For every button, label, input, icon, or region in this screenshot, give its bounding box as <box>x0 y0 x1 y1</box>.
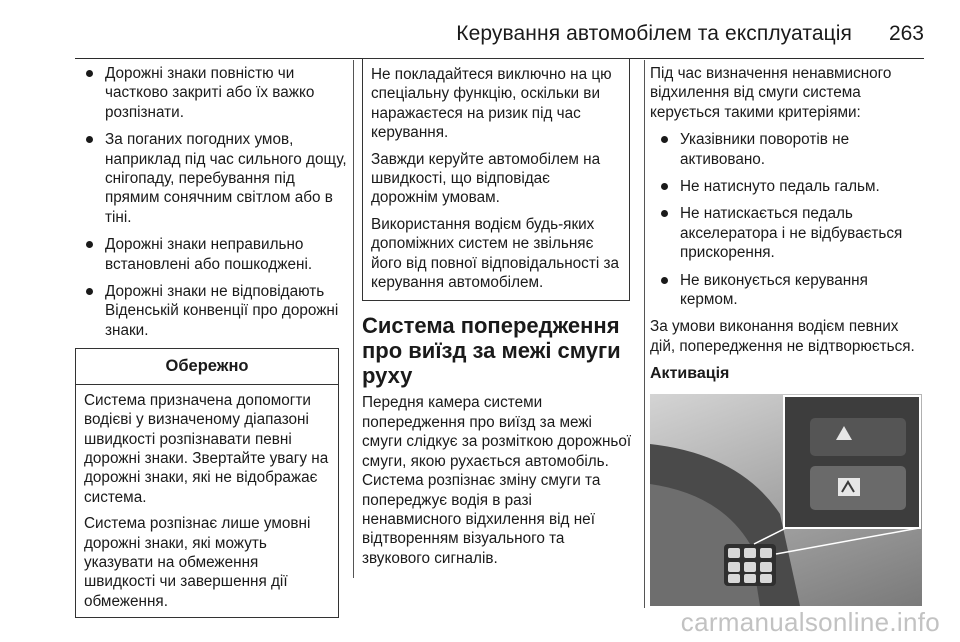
list-item: Не виконується керування кермом. <box>650 271 926 310</box>
list-item: Не натискається педаль акселератора і не відбувається прискорення. <box>650 204 926 262</box>
warning-continuation-box <box>362 58 630 301</box>
caution-paragraph: Система призначена допомогти водієві у визначеному діапазоні швидкості розпізнавати певні дорожні знаки. Звертайте увагу на дорожні знаки, які не відображає система. <box>84 391 329 506</box>
criteria-intro: Під час визначення ненавмисного відхилення від смуги система керується такими критеріями: <box>650 65 892 121</box>
chapter-title: Керування автомобілем та експлуатація <box>456 22 852 45</box>
section-paragraph: Передня камера системи попередження про виїзд за межі смуги слідкує за розміткою дорожньої смуги, якою рухається автомобіль. Система розпізнає зміну смуги та попереджує водія в разі ненавмисного відхилення від неї відтворенням візуального та звукового сигналів. <box>362 394 632 567</box>
list-item: Дорожні знаки повністю чи частково закриті або їх важко розпізнати. <box>75 64 347 122</box>
recognition-limits-list <box>75 64 347 340</box>
activation-photo <box>650 394 922 606</box>
caution-paragraph: Система розпізнає лише умовні дорожні знаки, які можуть указувати на обмеження швидкості чи завершення дії обмеження. <box>84 515 311 610</box>
warning-paragraph: Завжди керуйте автомобілем на швидкості, що відповідає дорожнім умовам. <box>371 150 601 207</box>
console-button-illustration <box>650 394 922 606</box>
list-item: Дорожні знаки не відповідають Віденській конвенції про дорожні знаки. <box>75 282 347 340</box>
list-item: Указівники поворотів не активовано. <box>650 130 926 169</box>
watermark: carmanualsonline.info <box>680 607 940 637</box>
list-item: За поганих погодних умов, наприклад під час сильного дощу, снігопаду, перебування під прямим сонячним світлом або в тіні. <box>75 130 347 227</box>
caution-title: Обережно <box>76 349 338 384</box>
column-2 <box>362 64 634 576</box>
list-item: Не натиснуто педаль гальм. <box>650 177 926 196</box>
section-heading: Система попередження про виїзд за межі смуги руху <box>362 313 621 389</box>
activation-heading: Активація <box>650 365 730 383</box>
caution-body <box>76 385 338 617</box>
page-number: 263 <box>888 22 924 45</box>
column-divider-2 <box>644 60 645 608</box>
page-header <box>0 0 960 58</box>
criteria-note: За умови виконання водієм певних дій, попередження не відтворюється. <box>650 318 915 355</box>
criteria-list <box>650 130 926 309</box>
caution-box <box>75 348 339 618</box>
list-item: Дорожні знаки неправильно встановлені або пошкоджені. <box>75 235 347 274</box>
warning-paragraph: Використання водієм будь-яких допоміжних систем не звільняє його від повної відповідальності за керування автомобілем. <box>371 215 619 292</box>
column-3 <box>650 64 926 606</box>
column-divider-1 <box>353 60 354 578</box>
warning-paragraph: Не покладайтеся виключно на цю спеціальну функцію, оскільки ви наражаєтеся на ризик під час керування. <box>371 66 612 142</box>
column-1 <box>75 64 347 618</box>
